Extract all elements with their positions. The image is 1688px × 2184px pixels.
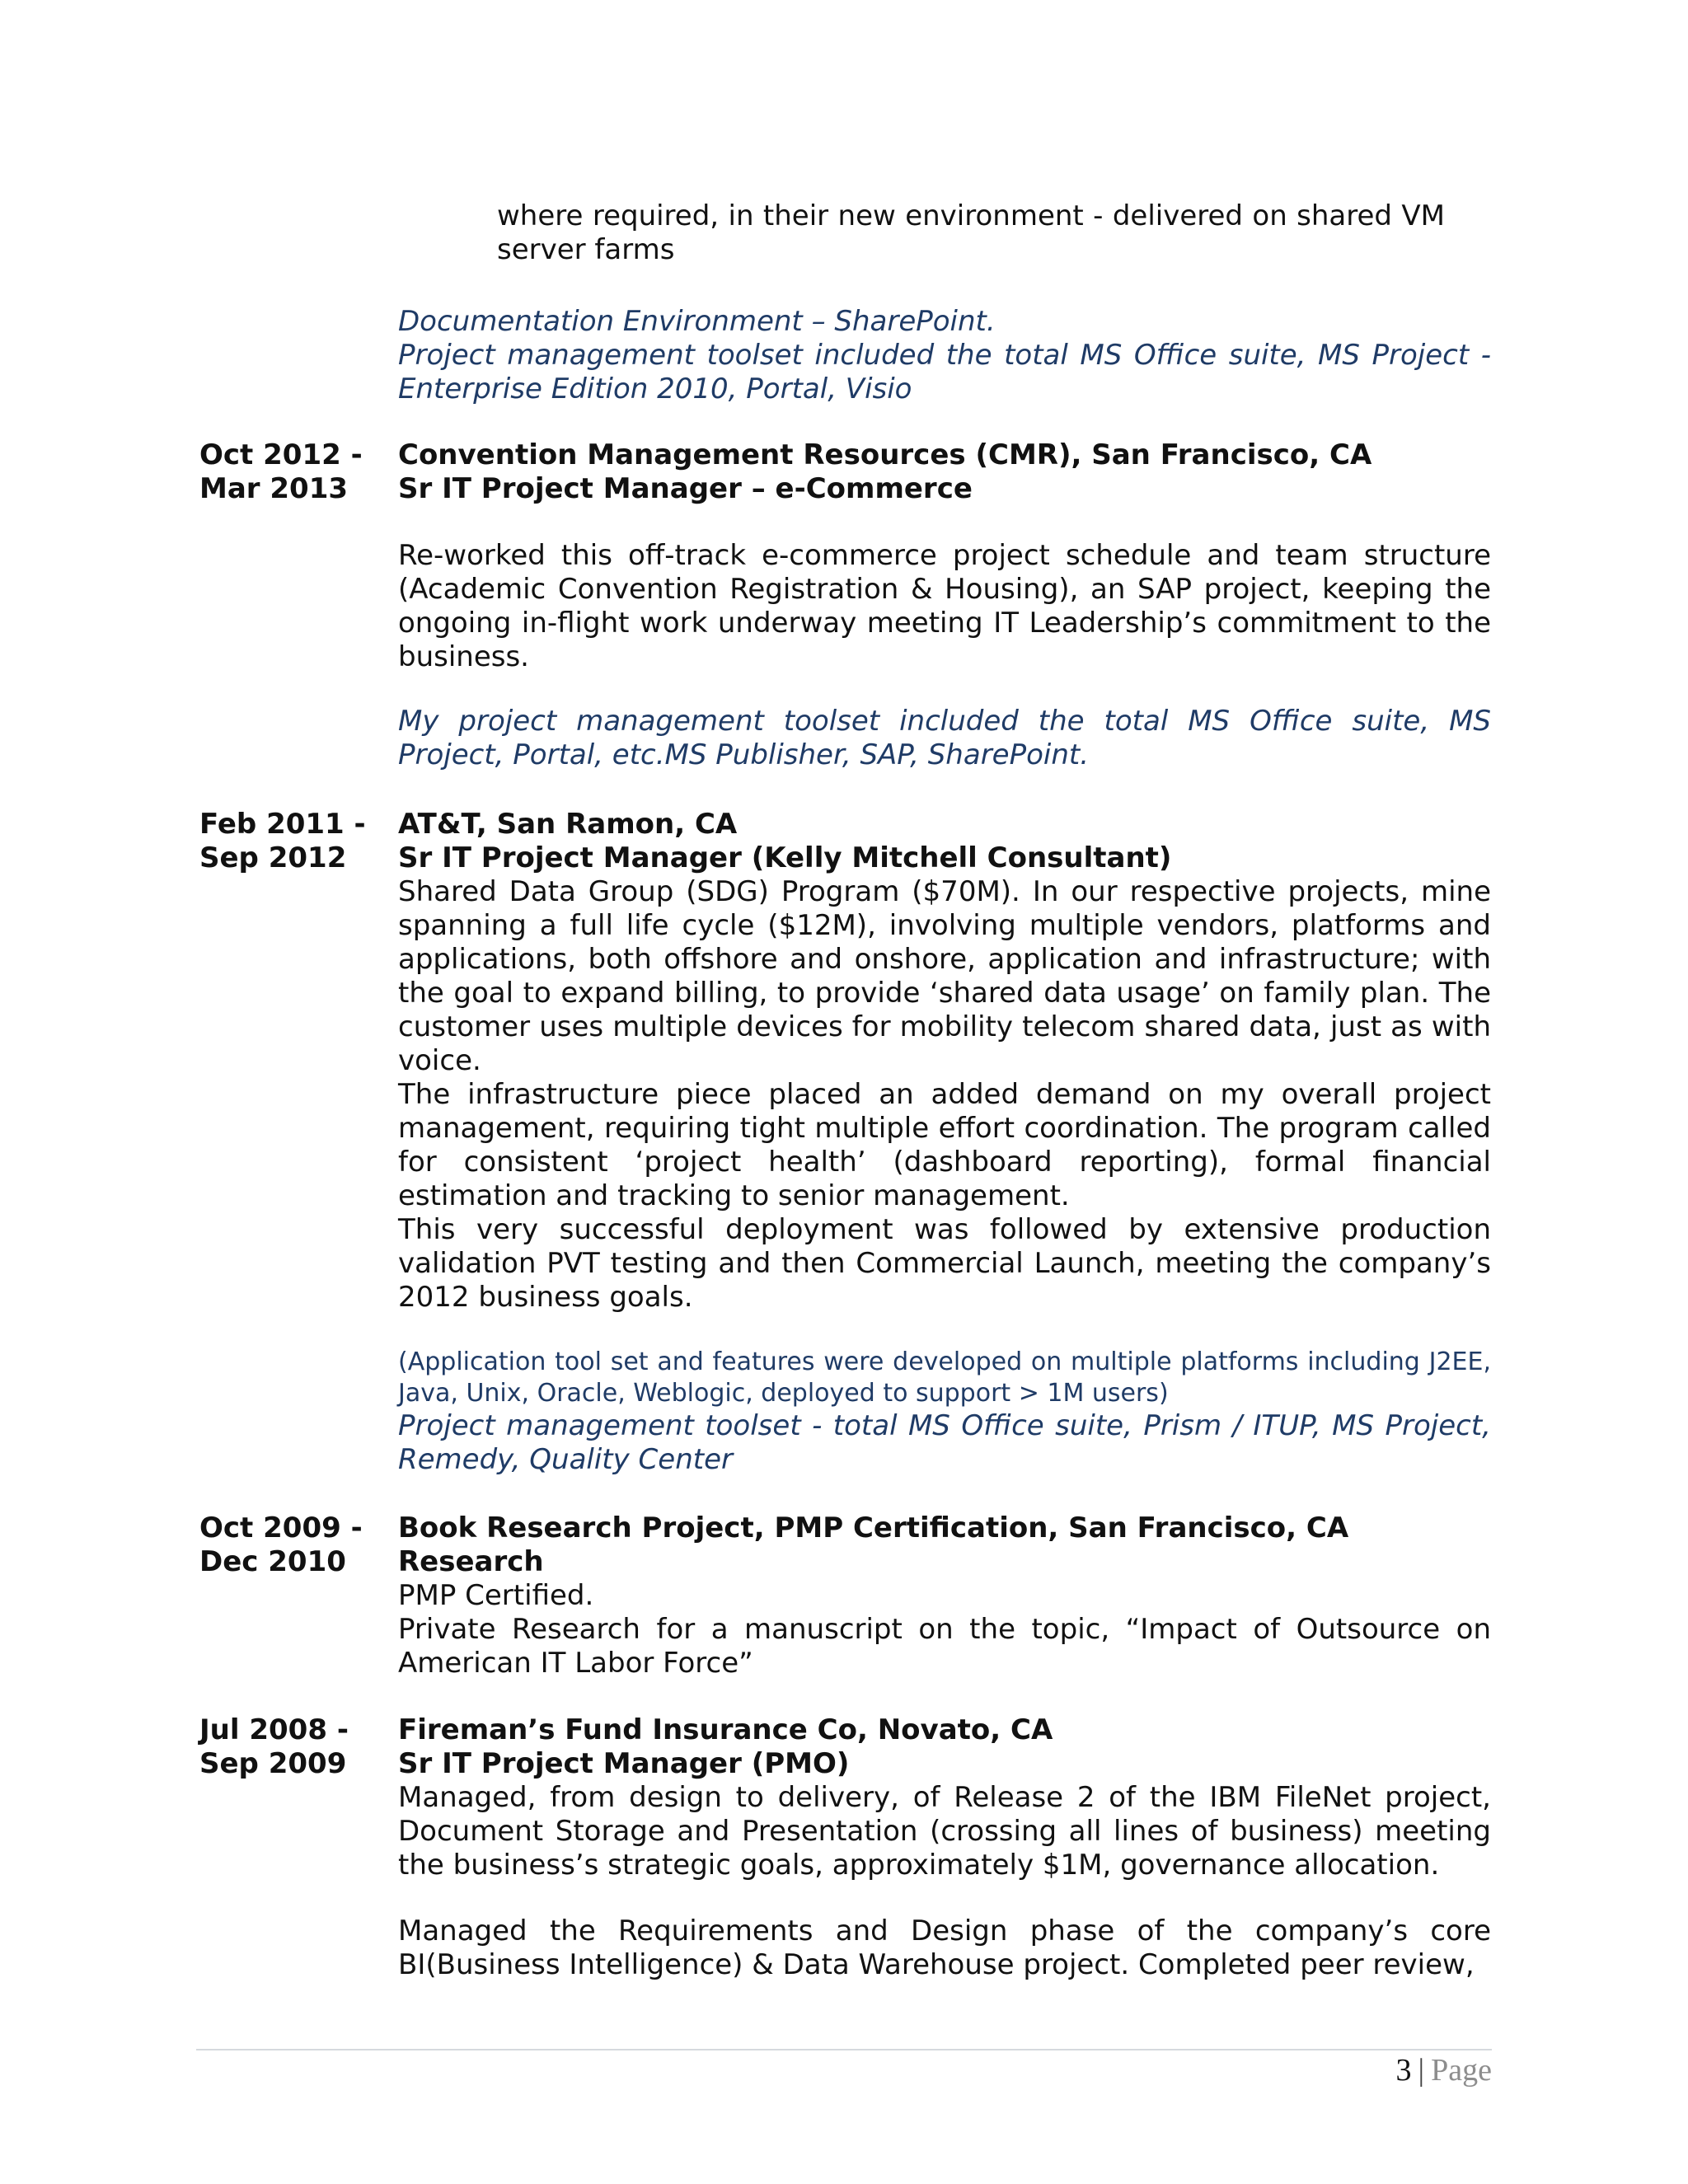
- entry-description: This very successful deployment was followed by extensive production validation PVT testing and then Commercial Launch, meeting the company’s 2012 business goals.: [398, 1213, 1491, 1314]
- entry-company: AT&T, San Ramon, CA: [398, 808, 738, 841]
- entry-description: Managed the Requirements and Design phase of the company’s core BI(Business Intelligence) & Data Warehouse project. Completed peer review,: [398, 1915, 1491, 1981]
- page-number: 3: [1395, 2053, 1412, 2088]
- documentation-environment-note: Documentation Environment – SharePoint.: [398, 305, 996, 338]
- entry-description: Re-worked this off-track e-commerce project schedule and team structure (Academic Convention Registration & Housing), an SAP project, keeping the ongoing in-flight work underway meeting IT Leadership’s commitment to the business.: [398, 539, 1491, 673]
- entry-description: PMP Certified.: [398, 1579, 594, 1612]
- entry-description: Private Research for a manuscript on the topic, “Impact of Outsource on American IT Labor Force”: [398, 1613, 1491, 1680]
- entry-job-title: Sr IT Project Manager (PMO): [398, 1747, 850, 1780]
- entry-job-title: Research: [398, 1545, 544, 1578]
- entry-job-title: Sr IT Project Manager (Kelly Mitchell Consultant): [398, 841, 1172, 874]
- footer-divider: [196, 2049, 1492, 2050]
- page-footer: [1396, 2050, 1492, 2090]
- entry-company: Fireman’s Fund Insurance Co, Novato, CA: [398, 1713, 1053, 1746]
- entry-date-range: Jul 2008 - Sep 2009: [199, 1713, 349, 1780]
- entry-date-range: Oct 2009 - Dec 2010: [199, 1511, 363, 1578]
- page-separator: |: [1418, 2053, 1425, 2088]
- entry-date-range: Oct 2012 - Mar 2013: [199, 438, 363, 505]
- prior-toolset-note: Project management toolset included the total MS Office suite, MS Project - Enterprise Edition 2010, Portal, Visio: [398, 339, 1491, 405]
- entry-company: Book Research Project, PMP Certification, San Francisco, CA: [398, 1511, 1349, 1544]
- page-label: Page: [1431, 2053, 1492, 2088]
- entry-toolset-note: Project management toolset - total MS Office suite, Prism / ITUP, MS Project, Remedy, Quality Center: [398, 1409, 1491, 1476]
- entry-date-range: Feb 2011 - Sep 2012: [199, 808, 366, 874]
- entry-description: The infrastructure piece placed an added demand on my overall project management, requiring tight multiple effort coordination. The program called for consistent ‘project health’ (dashboard reporting), formal financial estimation and tracking to senior management.: [398, 1078, 1491, 1212]
- entry-description: Managed, from design to delivery, of Release 2 of the IBM FileNet project, Document Storage and Presentation (crossing all lines of business) meeting the business’s strategic goals, approximately $1M, governance allocation.: [398, 1781, 1491, 1882]
- entry-toolset-note: My project management toolset included the total MS Office suite, MS Project, Portal, etc.MS Publisher, SAP, SharePoint.: [398, 705, 1491, 771]
- entry-company: Convention Management Resources (CMR), San Francisco, CA: [398, 438, 1372, 471]
- entry-platform-note: (Application tool set and features were developed on multiple platforms including J2EE, Java, Unix, Oracle, Weblogic, deployed to support > 1M users): [398, 1347, 1491, 1408]
- entry-description: Shared Data Group (SDG) Program ($70M). In our respective projects, mine spanning a full life cycle ($12M), involving multiple vendors, platforms and applications, both offshore and onshore, application and infrastructure; with the goal to expand billing, to provide ‘shared data usage’ on family plan. The customer uses multiple devices for mobility telecom shared data, just as with voice.: [398, 875, 1491, 1077]
- entry-job-title: Sr IT Project Manager – e-Commerce: [398, 472, 973, 505]
- continuation-paragraph: where required, in their new environment - delivered on shared VM server farms: [497, 199, 1445, 266]
